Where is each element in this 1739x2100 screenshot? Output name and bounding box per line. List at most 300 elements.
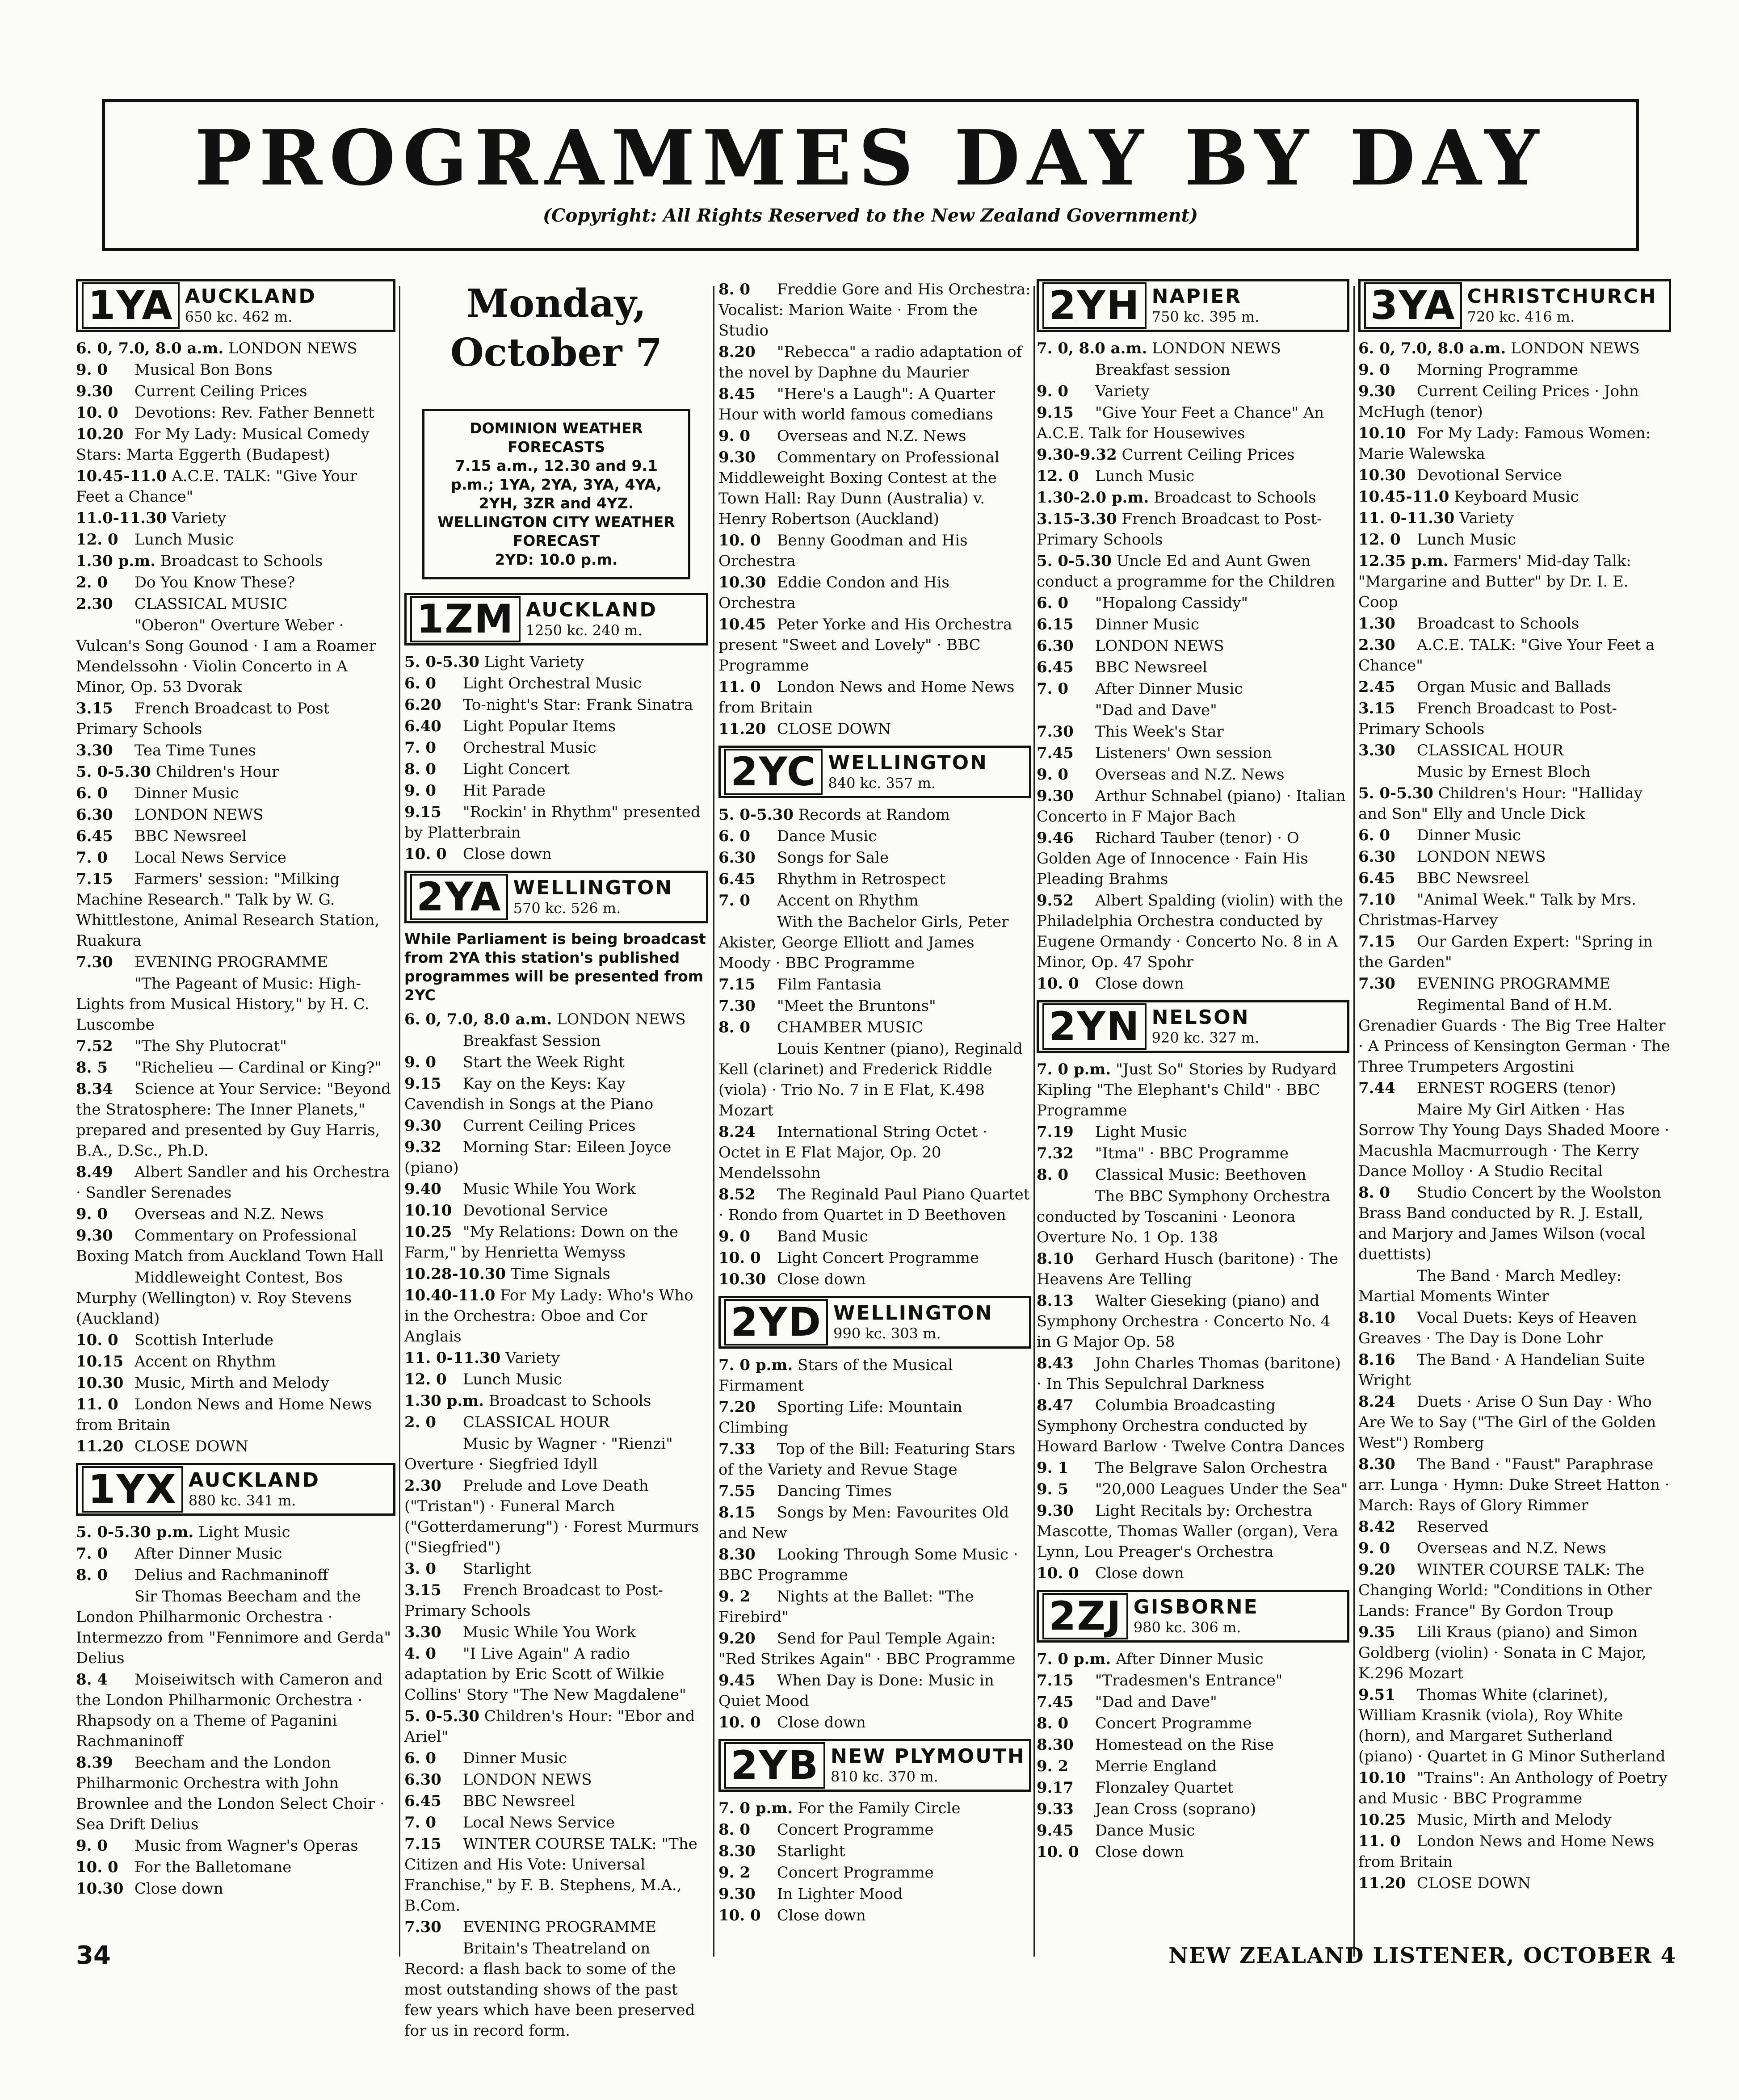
programme-title: Dinner Music [462, 1749, 567, 1767]
programme-title: Songs for Sale [777, 849, 889, 867]
programme-entry [1037, 1165, 1349, 1185]
publication-footer: NEW ZEALAND LISTENER, OCTOBER 4 [1168, 1943, 1676, 1968]
programme-time: 7.15 [1037, 1672, 1074, 1689]
programme-time: 7.30 [1037, 723, 1074, 741]
programme-time: 5. 0-5.30 [404, 653, 479, 671]
programme-entry [404, 802, 708, 843]
programme-title: Homestead on the Rise [1095, 1736, 1274, 1754]
programme-time: 9.30 [1037, 787, 1074, 805]
programme-title: Farmers' session: "Milking Machine Research." Talk by W. G. Whittlestone, Animal Research Station, Ruakura [76, 870, 380, 950]
station-callsign: 2YN [1042, 1003, 1147, 1050]
programme-time: 1.30-2.0 p.m. [1037, 489, 1149, 507]
programme-entry [1037, 1059, 1349, 1121]
programme-title: Local News Service [134, 849, 286, 867]
page-title: PROGRAMMES DAY BY DAY [194, 113, 1546, 203]
programme-entry [76, 1162, 395, 1203]
programme-time: 8. 0 [1037, 1166, 1068, 1184]
programme-time: 6. 0 [404, 675, 436, 692]
programme-title: Scottish Interlude [134, 1331, 273, 1349]
programme-title: Flonzaley Quartet [1095, 1779, 1234, 1797]
programme-time: 8.10 [1037, 1250, 1074, 1268]
programme-entry [718, 1439, 1031, 1480]
programme-entry [718, 1226, 1031, 1247]
programme-entry [718, 996, 1031, 1016]
programme-title: Time Signals [510, 1265, 611, 1283]
programme-title: Light Popular Items [462, 717, 616, 735]
programme-time: 5. 0-5.30 [718, 806, 794, 824]
programme-title: BBC Newsreel [134, 827, 247, 845]
programme-title: Rhythm in Retrospect [777, 870, 945, 888]
programme-title: London News and Home News from Britain [76, 1396, 372, 1434]
programme-title: Band Music [777, 1228, 868, 1245]
programme-title: Music by Ernest Bloch [1416, 763, 1591, 781]
column-4 [1037, 279, 1349, 1941]
programme-entry [404, 695, 708, 715]
programme-title: Prelude and Love Death ("Tristan") · Funeral March ("Gotterdamerung") · Forest Murmurs ("Siegfried") [404, 1477, 699, 1556]
programme-entry [1037, 466, 1349, 486]
programme-time: 3.15 [404, 1581, 441, 1599]
programme-entry [1358, 360, 1671, 380]
programme-entry [76, 1204, 395, 1224]
programme-time: 5. 0-5.30 [1037, 552, 1112, 570]
programme-time: 7.15 [76, 870, 113, 888]
programme-title: "Here's a Laugh": A Quarter Hour with world famous comedians [718, 385, 996, 423]
programme-title: Hit Parade [462, 782, 546, 800]
programme-entry [76, 1565, 395, 1585]
programme-time: 6.30 [76, 806, 113, 824]
programme-entry [76, 1267, 395, 1329]
programme-title: Broadcast to Schools [1416, 615, 1579, 633]
programme-entry [1037, 1143, 1349, 1164]
programme-time: 10. 0 [1037, 1564, 1079, 1582]
programme-entry [1037, 1799, 1349, 1819]
programme-title: CLOSE DOWN [1416, 1874, 1531, 1892]
station-header-2yc [718, 746, 1031, 798]
station-frequency: 880 kc. 341 m. [188, 1492, 296, 1509]
programme-title: Starlight [462, 1560, 531, 1578]
programme-time: 7. 0, 8.0 a.m. [1037, 340, 1147, 357]
programme-title: BBC Newsreel [1416, 869, 1529, 887]
programme-time: 7.30 [404, 1918, 441, 1936]
programme-title: "Oberon" Overture Weber · Vulcan's Song Gounod · I am a Roamer Mendelssohn · Violin Concerto in A Minor, Op. 53 Dvorak [76, 616, 376, 696]
programme-title: Music, Mirth and Melody [134, 1374, 329, 1392]
programme-time: 7. 0 [76, 849, 108, 867]
programme-entry [404, 1643, 708, 1705]
programme-time: 8.42 [1358, 1518, 1395, 1536]
programme-entry [76, 783, 395, 804]
programme-time: 8.30 [1037, 1736, 1074, 1754]
programme-entry [404, 716, 708, 737]
programme-time: 2.30 [76, 595, 113, 613]
programme-entry [1037, 1777, 1349, 1798]
programme-title: Lili Kraus (piano) and Simon Goldberg (violin) · Sonata in C Major, K.296 Mozart [1358, 1623, 1647, 1682]
programme-entry [1358, 868, 1671, 889]
programme-title: Records at Random [798, 806, 950, 824]
programme-time: 7.45 [1037, 1693, 1074, 1711]
programme-entry [76, 381, 395, 402]
programme-time: 7.32 [1037, 1144, 1074, 1162]
station-header-1zm [404, 593, 708, 646]
station-frequency: 840 kc. 357 m. [828, 775, 936, 792]
programme-title: Music While You Work [462, 1623, 636, 1641]
station-city: WELLINGTON [513, 876, 673, 899]
programme-time: 11.20 [1358, 1874, 1406, 1892]
station-header-2zj [1037, 1590, 1349, 1643]
programme-entry [76, 1878, 395, 1899]
programme-title: Light Music [1095, 1123, 1187, 1141]
programme-title: Concert Programme [777, 1864, 934, 1882]
programme-title: Duets · Arise O Sun Day · Who Are We to Say ("The Girl of the Golden West") Romberg [1358, 1393, 1656, 1452]
programme-time: 6.45 [1037, 658, 1074, 676]
programme-entry [718, 890, 1031, 911]
programme-title: Tea Time Tunes [134, 742, 256, 759]
programme-entry [718, 1397, 1031, 1438]
programme-title: Lunch Music [134, 531, 234, 549]
programme-time: 11. 0-11.30 [1358, 509, 1455, 527]
programme-title: LONDON NEWS [462, 1771, 592, 1789]
programme-time: 8. 4 [76, 1671, 108, 1689]
programme-time: 9. 0 [76, 1837, 108, 1855]
programme-title: CLOSE DOWN [134, 1438, 249, 1455]
programme-title: London News and Home News from Britain [718, 678, 1015, 717]
programme-time: 7. 0 p.m. [718, 1799, 793, 1817]
programme-time: 7.52 [76, 1037, 113, 1055]
programme-time: 1.30 [1358, 615, 1395, 633]
programme-entry [404, 1264, 708, 1284]
programme-title: "20,000 Leagues Under the Sea" [1095, 1480, 1348, 1498]
programme-time: 10. 0 [404, 845, 447, 863]
column-2 [404, 279, 708, 2040]
programme-title: "Animal Week." Talk by Mrs. Christmas-Harvey [1358, 891, 1636, 929]
programme-entry [76, 762, 395, 782]
programme-entry [1358, 825, 1671, 846]
programme-entry [76, 1543, 395, 1564]
programme-time: 8.49 [76, 1163, 113, 1181]
programme-entry [404, 1052, 708, 1073]
programme-title: Light Concert [462, 760, 570, 778]
station-header-2ya [404, 871, 708, 923]
programme-title: The Belgrave Salon Orchestra [1095, 1459, 1328, 1477]
programme-title: This Week's Star [1095, 723, 1224, 741]
copyright-notice: (Copyright: All Rights Reserved to the New Zealand Government) [542, 205, 1198, 226]
programme-title: "The Pageant of Music: High-Lights from Musical History," by H. C. Luscombe [76, 975, 370, 1034]
programme-entry [76, 572, 395, 593]
programme-date: Monday, October 7 [450, 281, 663, 375]
programme-title: Britain's Theatreland on Record: a flash back to some of the most outstanding shows of the past few years which have been preserved for us in record form. [404, 1940, 695, 2040]
programme-time: 11. 0-11.30 [404, 1349, 501, 1367]
programme-entry [76, 1079, 395, 1161]
programme-entry [76, 615, 395, 697]
programme-time: 5. 0-5.30 [76, 763, 151, 781]
station-callsign: 1YX [82, 1466, 183, 1513]
programme-time: 9.45 [718, 1672, 756, 1689]
programme-time: 7. 0 [76, 1545, 108, 1563]
programme-entry [1358, 698, 1671, 739]
programme-entry [76, 952, 395, 972]
programme-title: "Give Your Feet a Chance" An A.C.E. Talk for Housewives [1037, 404, 1324, 442]
programme-time: 8.15 [718, 1504, 756, 1522]
programme-title: Richard Tauber (tenor) · O Golden Age of Innocence · Fain His Pleading Brahms [1037, 829, 1308, 888]
programme-title: BBC Newsreel [1095, 658, 1208, 676]
programme-title: Current Ceiling Prices · John McHugh (tenor) [1358, 382, 1639, 421]
programme-time: 9.30-9.32 [1037, 446, 1117, 464]
programme-title: Start the Week Right [462, 1053, 625, 1071]
programme-entry [404, 738, 708, 758]
programme-title: Merrie England [1095, 1757, 1217, 1775]
programme-title: Arthur Schnabel (piano) · Italian Concerto in F Major Bach [1037, 787, 1346, 826]
programme-title: Delius and Rachmaninoff [134, 1566, 328, 1584]
programme-entry [404, 1073, 708, 1115]
programme-entry [1037, 509, 1349, 550]
programme-entry [76, 360, 395, 380]
programme-time: 8. 0 [1358, 1184, 1390, 1202]
programme-entry [404, 1348, 708, 1368]
programme-time: 8. 0 [76, 1566, 108, 1584]
station-header-2yh [1037, 279, 1349, 332]
programme-time: 10.30 [1358, 466, 1406, 484]
programme-title: "Dad and Dave" [1095, 1693, 1217, 1711]
programme-entry [1358, 338, 1671, 359]
programme-entry [1037, 444, 1349, 465]
programme-entry [1358, 1078, 1671, 1098]
programme-entry [76, 1351, 395, 1372]
programme-entry [718, 974, 1031, 995]
programme-time: 10.45 [718, 616, 766, 633]
programme-entry [1037, 1842, 1349, 1862]
programme-title: Broadcast to Schools [160, 552, 323, 570]
column-divider [1033, 286, 1035, 1957]
programme-time: 9.17 [1037, 1779, 1074, 1797]
programme-entry [1358, 613, 1671, 634]
station-callsign: 3YA [1364, 282, 1462, 329]
programme-time: 7. 0 p.m. [1037, 1060, 1111, 1078]
programme-title: Starlight [777, 1842, 845, 1860]
programme-title: "My Relations: Down on the Farm," by Henrietta Wemyss [404, 1223, 679, 1262]
programme-time: 10.10 [1358, 424, 1406, 442]
column-divider [1353, 286, 1355, 1957]
column-5 [1358, 279, 1671, 1941]
programme-entry [76, 1586, 395, 1668]
programme-time: 3.15 [1358, 700, 1395, 717]
programme-title: Columbia Broadcasting Symphony Orchestra conducted by Howard Barlow · Twelve Contra Dances [1037, 1396, 1345, 1455]
programme-time: 11. 0 [76, 1396, 118, 1413]
programme-time: 8.34 [76, 1080, 113, 1098]
programme-time: 8.47 [1037, 1396, 1074, 1414]
programme-entry [1037, 593, 1349, 613]
programme-entry [718, 530, 1031, 571]
programme-entry [76, 698, 395, 739]
programme-entry [1037, 614, 1349, 635]
programme-time: 8.43 [1037, 1354, 1074, 1372]
programme-title: Children's Hour: "Ebor and Ariel" [404, 1707, 695, 1746]
station-frequency: 650 kc. 462 m. [185, 308, 293, 325]
programme-time: 7. 0 [718, 892, 750, 910]
programme-title: Broadcast to Schools [1154, 489, 1316, 507]
programme-title: Dinner Music [134, 784, 239, 802]
programme-title: Dinner Music [1095, 616, 1199, 633]
programme-title: Broadcast to Schools [488, 1392, 651, 1410]
programme-title: Lunch Music [462, 1371, 563, 1388]
programme-time: 2.30 [1358, 636, 1395, 654]
programme-title: "The Shy Plutocrat" [134, 1037, 287, 1055]
column-divider [399, 286, 400, 1957]
station-city: AUCKLAND [525, 599, 657, 621]
programme-title: Local News Service [462, 1814, 615, 1832]
programme-time: 5. 0-5.30 [404, 1707, 479, 1725]
programme-time: 6. 0, 7.0, 8.0 a.m. [76, 340, 224, 357]
station-city: NEW PLYMOUTH [831, 1745, 1025, 1768]
programme-time: 9.15 [404, 1075, 441, 1093]
programme-time: 9.30 [76, 1227, 113, 1245]
programme-title: Uncle Ed and Aunt Gwen conduct a programme for the Children [1037, 552, 1336, 591]
programme-time: 3.15-3.30 [1037, 510, 1117, 528]
programme-title: Maire My Girl Aitken · Has Sorrow Thy Young Days Shaded Moore · Macushla Macmurrough · The Kerry Dance Molloy · A Studio Recital [1358, 1101, 1670, 1180]
programme-time: 7.44 [1358, 1079, 1395, 1097]
programme-title: Musical Bon Bons [134, 361, 273, 379]
programme-title: CLOSE DOWN [777, 720, 891, 738]
programme-entry [76, 1225, 395, 1266]
programme-entry [404, 1137, 708, 1178]
programme-time: 9.20 [718, 1630, 756, 1647]
programme-entry [1037, 338, 1349, 359]
programme-entry [76, 826, 395, 847]
programme-title: After Dinner Music [134, 1545, 282, 1563]
programme-title: EVENING PROGRAMME [134, 953, 328, 971]
programme-title: After Dinner Music [1095, 680, 1243, 698]
programme-title: Close down [777, 1714, 866, 1731]
programme-entry [76, 1373, 395, 1393]
programme-title: Albert Spalding (violin) with the Philadelphia Orchestra conducted by Eugene Ormandy · Concerto No. 8 in A Minor, Op. 47 Spohr [1037, 892, 1343, 971]
programme-title: Reserved [1416, 1518, 1489, 1536]
programme-time: 6. 0, 7.0, 8.0 a.m. [404, 1010, 552, 1028]
programme-title: Overseas and N.Z. News [777, 427, 966, 445]
programme-time: 8.20 [718, 343, 756, 361]
station-city: CHRISTCHURCH [1467, 285, 1657, 308]
programme-entry [404, 652, 708, 672]
programme-entry [404, 1031, 708, 1051]
programme-entry [76, 1669, 395, 1752]
programme-entry [718, 1670, 1031, 1711]
programme-time: 9.46 [1037, 829, 1074, 847]
programme-title: Beecham and the London Philharmonic Orchestra with John Brownlee and the London Select Choir · Sea Drift Delius [76, 1754, 385, 1833]
programme-title: Close down [462, 845, 552, 863]
programme-time: 8. 0 [1037, 1714, 1068, 1732]
weather-times: 7.15 a.m., 12.30 and 9.1 p.m.; 1YA, 2YA, 3YA, 4YA, 2YH, 3ZR and 4YZ. [451, 457, 662, 512]
programme-entry [718, 1819, 1031, 1840]
programme-entry [718, 1628, 1031, 1669]
programme-time: 6. 0 [718, 827, 750, 845]
programme-time: 9. 0 [1358, 361, 1390, 379]
programme-entry [404, 1475, 708, 1558]
programme-time: 6. 0, 7.0, 8.0 a.m. [1358, 340, 1506, 357]
programme-entry [1358, 1182, 1671, 1265]
programme-time: 2.45 [1358, 678, 1395, 696]
station-frequency: 1250 kc. 240 m. [525, 622, 643, 639]
programme-title: Louis Kentner (piano), Reginald Kell (clarinet) and Frederick Riddle (viola) · Trio No. 7 in E Flat, K.498 Mozart [718, 1040, 1023, 1119]
programme-entry [718, 719, 1031, 739]
programme-time: 8. 0 [718, 281, 750, 298]
programme-entry [718, 869, 1031, 889]
programme-entry [1358, 1831, 1671, 1872]
programme-entry [1037, 636, 1349, 656]
programme-title: The BBC Symphony Orchestra conducted by Toscanini · Leonora Overture No. 1 Op. 138 [1037, 1187, 1331, 1246]
programme-entry [1358, 762, 1671, 782]
column-1 [76, 279, 395, 1941]
programme-entry [1037, 1122, 1349, 1142]
programme-entry [718, 805, 1031, 825]
programme-time: 7. 0 [404, 739, 436, 757]
programme-entry [718, 1502, 1031, 1543]
programme-title: John Charles Thomas (baritone) · In This Sepulchral Darkness [1037, 1354, 1341, 1393]
programme-title: "Trains": An Anthology of Poetry and Music · BBC Programme [1358, 1769, 1668, 1807]
station-callsign: 2YH [1042, 282, 1147, 329]
programme-entry [1358, 1517, 1671, 1537]
programme-title: Eddie Condon and His Orchestra [718, 574, 949, 612]
programme-entry [1358, 973, 1671, 994]
programme-title: When Day is Done: Music in Quiet Mood [718, 1672, 994, 1710]
programme-entry [718, 447, 1031, 529]
programme-entry [76, 847, 395, 868]
programme-title: BBC Newsreel [462, 1792, 575, 1810]
programme-title: Benny Goodman and His Orchestra [718, 532, 968, 570]
programme-title: The Band · A Handelian Suite Wright [1358, 1351, 1645, 1389]
programme-title: International String Octet · Octet in E Flat Major, Op. 20 Mendelssohn [718, 1123, 987, 1182]
programme-title: Gerhard Husch (baritone) · The Heavens Are Telling [1037, 1250, 1339, 1288]
programme-title: CHAMBER MUSIC [777, 1019, 924, 1036]
programme-entry [404, 1580, 708, 1621]
programme-entry [1037, 1563, 1349, 1584]
programme-entry [404, 1179, 708, 1199]
programme-title: The Band · March Medley: Martial Moments Winter [1358, 1267, 1622, 1305]
programme-entry [1037, 1479, 1349, 1500]
programme-time: 9.30 [718, 449, 756, 466]
programme-entry [76, 973, 395, 1035]
programme-entry [718, 426, 1031, 446]
programme-title: Orchestral Music [462, 739, 596, 757]
programme-title: Children's Hour [155, 763, 279, 781]
programme-entry [76, 1522, 395, 1543]
programme-entry [404, 1412, 708, 1433]
programme-entry [1358, 995, 1671, 1077]
programme-title: Science at Your Service: "Beyond the Stratosphere: The Inner Planets," prepared and presented by Guy Harris, B.A., D.Sc., Ph.D. [76, 1080, 391, 1160]
programme-time: 3. 0 [404, 1560, 436, 1578]
programme-time: 6.45 [76, 827, 113, 845]
programme-time: 9.35 [1358, 1623, 1395, 1641]
programme-time: 8. 0 [718, 1821, 750, 1839]
programme-time: 9.20 [1358, 1561, 1395, 1579]
programme-title: LONDON NEWS [134, 806, 264, 824]
programme-title: Close down [1095, 975, 1184, 993]
programme-time: 6.30 [1037, 637, 1074, 655]
programme-entry [1037, 1291, 1349, 1352]
programme-title: LONDON NEWS [228, 340, 357, 357]
programme-entry [1358, 486, 1671, 507]
programme-title: Children's Hour: "Halliday and Son" Elly and Uncle Dick [1358, 784, 1642, 823]
programme-entry [76, 466, 395, 507]
programme-title: Albert Sandler and his Orchestra · Sandler Serenades [76, 1163, 390, 1202]
programme-entry [718, 1017, 1031, 1038]
programme-time: 7.30 [718, 997, 756, 1015]
programme-entry [404, 1391, 708, 1411]
station-city: WELLINGTON [828, 751, 988, 774]
programme-entry [1358, 1350, 1671, 1391]
programme-time: 6. 0 [1037, 594, 1068, 612]
programme-title: ERNEST ROGERS (tenor) [1416, 1079, 1616, 1097]
programme-entry [1037, 1458, 1349, 1478]
programme-entry [718, 1586, 1031, 1627]
station-city: AUCKLAND [188, 1469, 320, 1492]
programme-entry [1037, 1249, 1349, 1290]
